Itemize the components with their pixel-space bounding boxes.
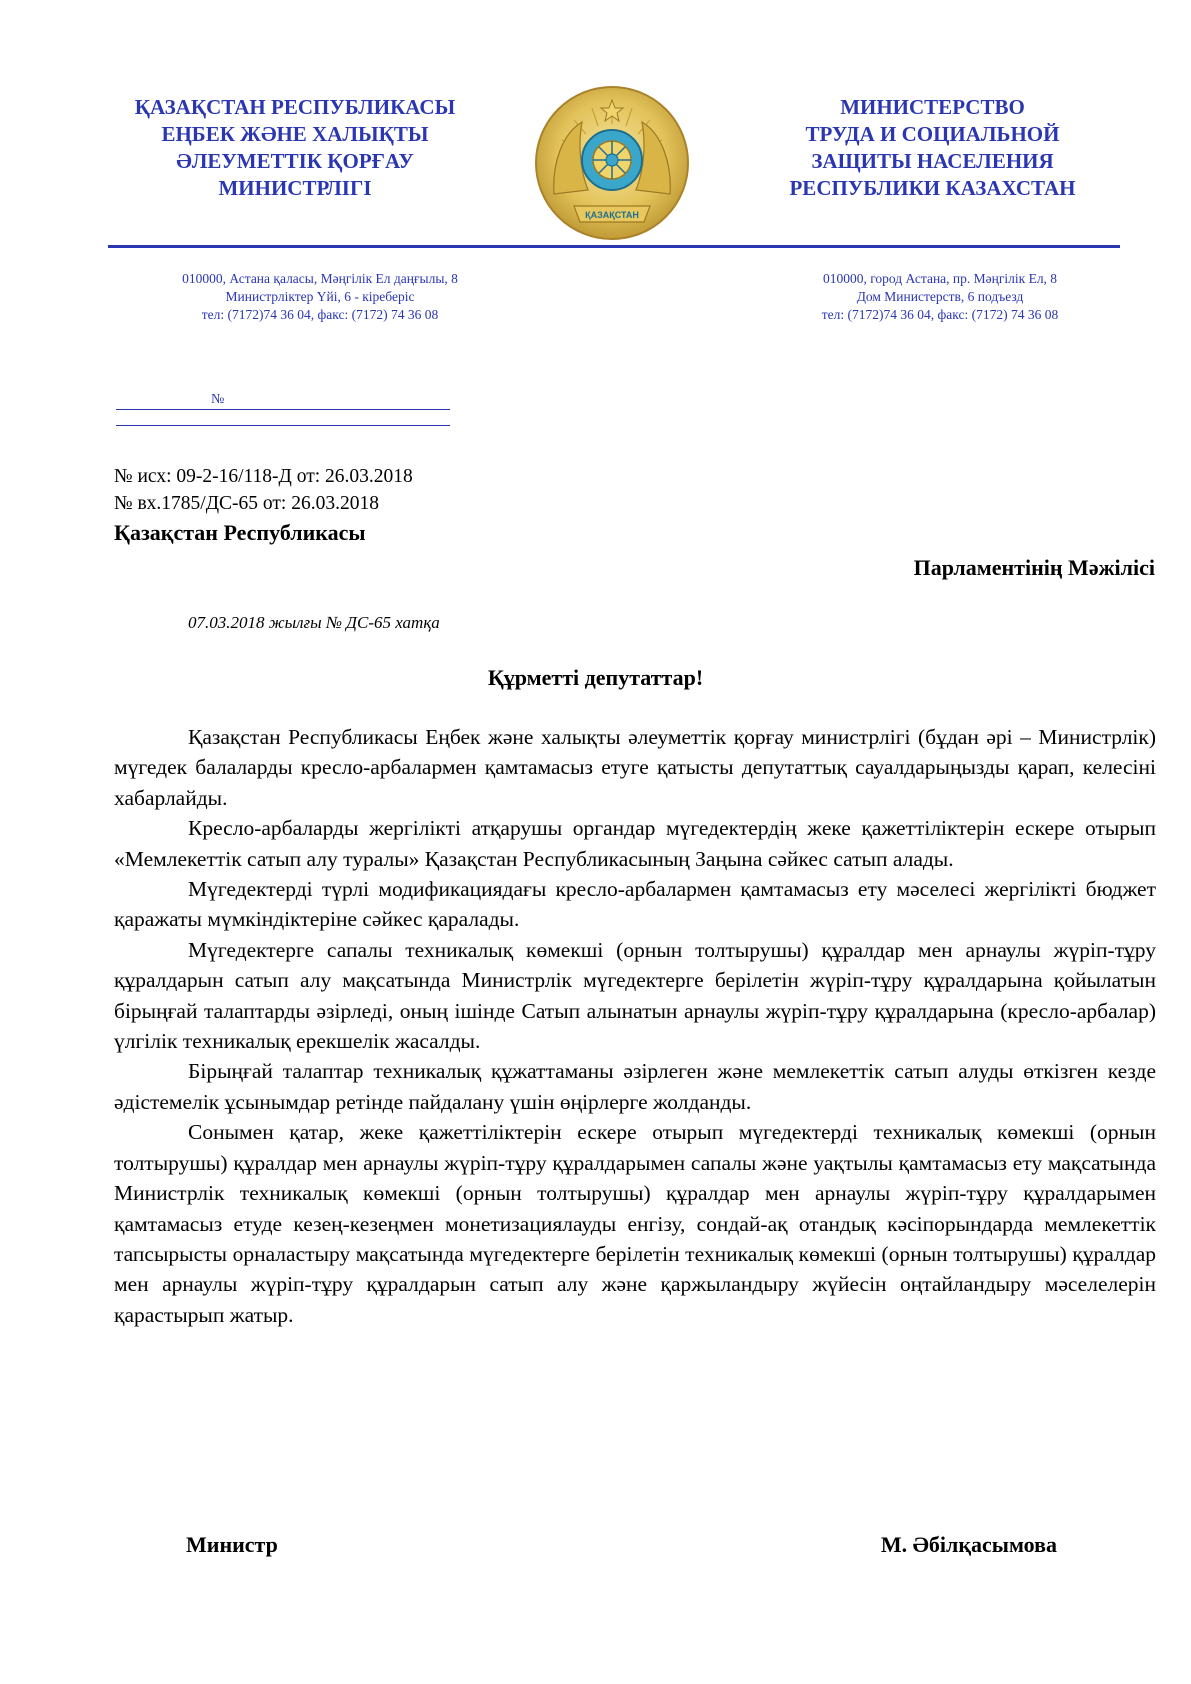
salutation: Құрметті депутаттар!: [487, 665, 704, 690]
address-ru-line: Дом Министерств, 6 подъезд: [856, 289, 1024, 304]
outgoing-reference: № исх: 09-2-16/118-Д от: 26.03.2018: [114, 466, 413, 487]
reply-reference-note: 07.03.2018 жылғы № ДС-65 хатқа: [188, 613, 440, 632]
address-kz-line: тел: (7172)74 36 04, факс: (7172) 74 36 08: [201, 307, 439, 322]
body-paragraph: Мүгедектерге сапалы техникалық көмекші (орнын толтырушы) құралдар мен арнаулы жүріп-тұру құралдарын сатып алу мақсатында Министрлік мүгедектерге берілетін жүріп-тұру құралдарына қойылатын бірыңғай талаптарды әзірледі, оның ішінде Сатып алынатын арнаулы жүріп-тұру құралдарына (кресло-арбалар) үлгілік техникалық ерекшелік жасалды.: [114, 937, 1156, 1054]
addressee-line-2: Парламентінің Мәжілісі: [913, 555, 1155, 580]
body-paragraph: Қазақстан Республикасы Еңбек және халықты әлеуметтік қорғау министрлігі (бұдан әрі – Министрлік) мүгедек балаларды кресло-арбалармен қамтамасыз етуге қатысты депутаттық сауалдарыңызды қарап, келесіні хабарлайды.: [114, 725, 1156, 810]
body-paragraph: Сонымен қатар, жеке қажеттіліктерін ескере отырып мүгедектерді техникалық көмекші (орнын толтырушы) құралдар мен арнаулы жүріп-тұру құралдарымен сапалы және уақтылы қамтамасыз ету мақсатында Министрлік техникалық көмекші (орнын толтырушы) құралдар мен арнаулы жүріп-тұру құралдарымен қамтамасыз етуде кезең-кезеңмен монетизациялауды енгізу, сондай-ақ отандық кәсіпорындарда мемлекеттік тапсырысты орналастыру мақсатында мүгедектерге берілетін техникалық көмекші (орнын толтырушы) құралдар мен арнаулы жүріп-тұру құралдарын сатып алу және қаржыландыру жүйесін оңтайландыру мәселелерін қарастырып жатыр.: [114, 1120, 1156, 1327]
body-paragraph: Бірыңғай талаптар техникалық құжаттаманы әзірлеген және мемлекеттік сатып алуды өткізген кезде әдістемелік ұсынымдар ретінде пайдалану үшін өңірлерге жолданды.: [114, 1059, 1156, 1114]
address-ru-line: тел: (7172)74 36 04, факс: (7172) 74 36 08: [821, 307, 1059, 322]
ministry-name-russian: МИНИСТЕРСТВО ТРУДА И СОЦИАЛЬНОЙ ЗАЩИТЫ НАСЕЛЕНИЯ РЕСПУБЛИКИ КАЗАХСТАН: [789, 95, 1076, 200]
address-ru-line: 010000, город Астана, пр. Мәңгілік Ел, 8: [822, 271, 1058, 286]
address-kazakh: [110, 270, 530, 324]
header-divider: [108, 245, 1120, 248]
registration-number-line: [116, 392, 450, 410]
body-paragraph: Мүгедектерді түрлі модификациядағы кресло-арбалармен қамтамасыз ету мәселесі жергілікті бюджет қаражаты мүмкіндіктеріне сәйкес қаралады.: [114, 877, 1156, 932]
number-sign: №: [211, 392, 225, 407]
registration-blank-line: [116, 425, 450, 426]
address-russian: [750, 270, 1130, 324]
incoming-reference: № вх.1785/ДС-65 от: 26.03.2018: [114, 493, 379, 514]
body-paragraph: Кресло-арбаларды жергілікті атқарушы органдар мүгедектердің жеке қажеттіліктерін ескере отырып «Мемлекеттік сатып алу туралы» Қазақстан Республикасының Заңына сәйкес сатып алады.: [114, 816, 1156, 871]
addressee-line-1: Қазақстан Республикасы: [114, 520, 366, 545]
state-emblem-icon: [532, 84, 692, 242]
address-kz-line: Министрліктер Үйі, 6 - кіреберіс: [225, 289, 415, 304]
signatory-title: Министр: [186, 1532, 278, 1557]
ministry-name-kazakh: ҚАЗАҚСТАН РЕСПУБЛИКАСЫ ЕҢБЕК ЖӘНЕ ХАЛЫҚТЫ ӘЛЕУМЕТТІК ҚОРҒАУ МИНИСТРЛІГІ: [134, 95, 456, 200]
letter-body: [114, 722, 1156, 1330]
emblem-label: ҚАЗАҚСТАН: [585, 210, 639, 220]
address-kz-line: 010000, Астана қаласы, Мәңгілік Ел даңғылы, 8: [182, 271, 458, 286]
signatory-name: М. Әбілқасымова: [880, 1532, 1057, 1557]
